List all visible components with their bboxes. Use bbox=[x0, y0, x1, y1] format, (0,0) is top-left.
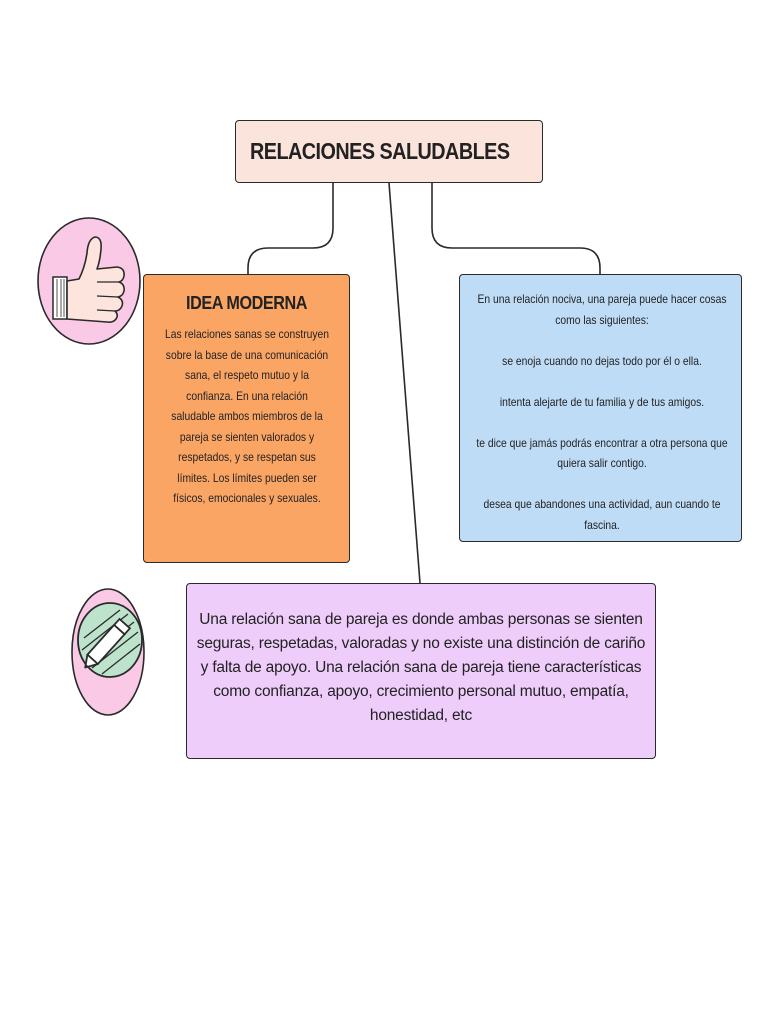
definicion-box bbox=[186, 583, 656, 759]
idea-moderna-heading: IDEA MODERNA bbox=[186, 293, 307, 313]
title-box bbox=[235, 120, 543, 183]
diagram-title: RELACIONES SALUDABLES bbox=[250, 138, 510, 164]
connector-center bbox=[389, 183, 420, 583]
relacion-nociva-box bbox=[459, 274, 742, 542]
nociva-item: desea que abandones una actividad, aun cuando te fascina. bbox=[483, 497, 721, 532]
connector-right bbox=[432, 183, 600, 274]
nociva-intro: En una relación nociva, una pareja puede hacer cosas como las siguientes: bbox=[477, 292, 727, 327]
nociva-item: te dice que jamás podrás encontrar a otra persona que quiera salir contigo. bbox=[476, 435, 728, 470]
idea-moderna-body: Las relaciones sanas se construyen sobre la base de una comunicación sana, el respeto mutuo y la confianza. En una relación saludable ambos miembros de la pareja se sienten valorados y respetados, y se respetan sus límites. Los límites pueden ser físicos, emocionales y sexuales. bbox=[164, 327, 329, 505]
definicion-body: Una relación sana de pareja es donde ambas personas se sienten seguras, respetadas, valoradas y no existe una distinción de cariño y falta de apoyo. Una relación sana de pareja tiene características como confianza, apoyo, crecimiento personal mutuo, empatía, honestidad, etc bbox=[196, 611, 646, 724]
pencil-icon bbox=[70, 586, 146, 718]
nociva-item: se enoja cuando no dejas todo por él o ella. bbox=[502, 353, 702, 368]
thumbs-up-icon bbox=[35, 215, 143, 347]
idea-moderna-box bbox=[143, 274, 350, 563]
connector-left bbox=[248, 183, 333, 274]
nociva-item: intenta alejarte de tu familia y de tus amigos. bbox=[499, 394, 705, 409]
